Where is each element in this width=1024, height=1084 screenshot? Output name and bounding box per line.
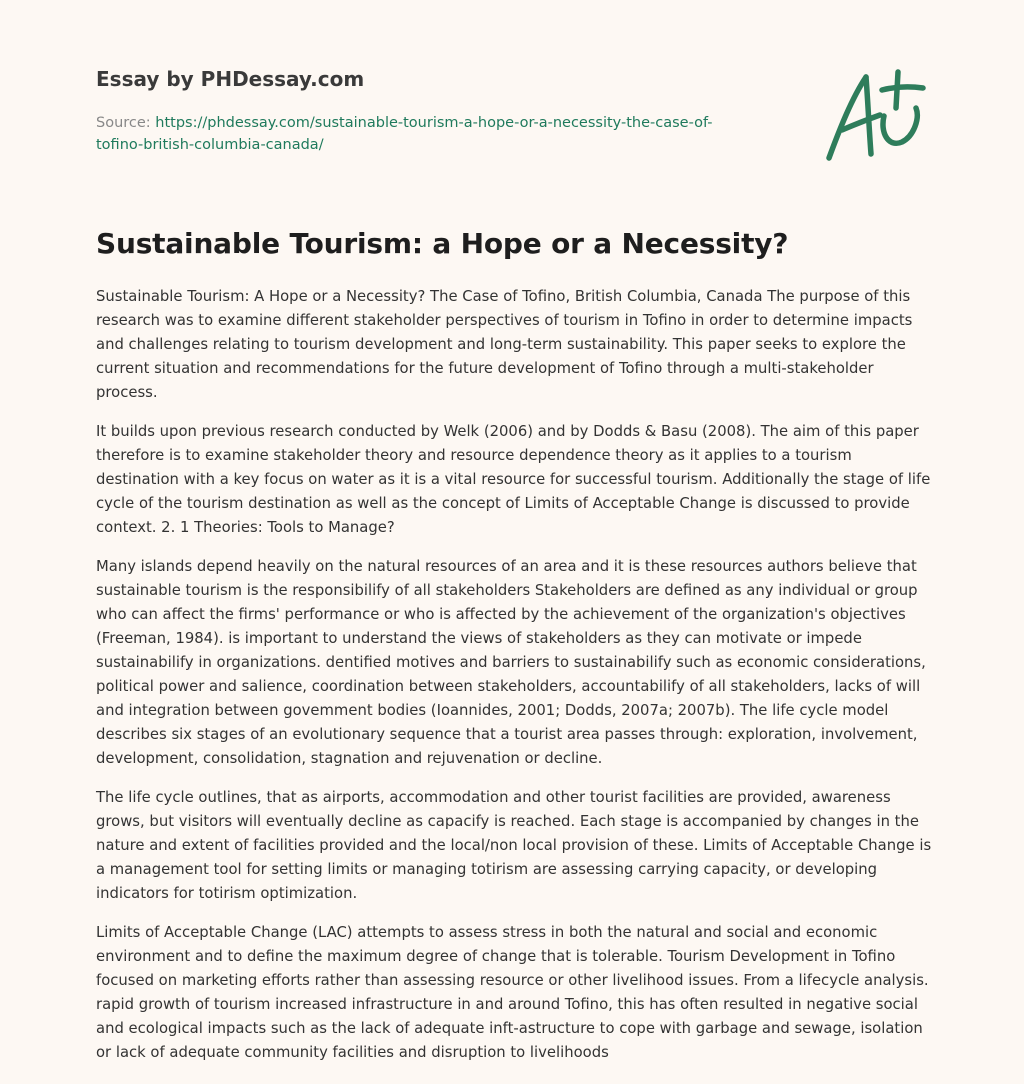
paragraph: Sustainable Tourism: A Hope or a Necessity? The Case of Tofino, British Columbia, Canada The purpose of this research was to examine different stakeholder perspectives of tourism in Tofino in order to determine impacts and challenges relating to tourism development and long-term sustainability. This paper seeks to explore the current situation and recommendations for the future development of Tofino through a multi-stakeholder process. bbox=[96, 288, 913, 401]
essay-title: Sustainable Tourism: a Hope or a Necessity? bbox=[96, 227, 789, 260]
source-link-line2: tofino-british-columbia-canada/ bbox=[96, 137, 324, 153]
brand-title: Essay by PHDessay.com bbox=[96, 67, 365, 91]
source-line bbox=[96, 112, 756, 156]
paragraph: It builds upon previous research conducted by Welk (2006) and by Dodds & Basu (2008). The aim of this paper therefore is to examine stakeholder theory and resource dependence theory as it applies to a tourism destination with a key focus on water as it is a vital resource for successful tourism. Additionally the stage of life cycle of the tourism destination as well as the concept of Limits of Acceptable Change is discussed to provide context. 2. 1 Theories: Tools to Manage? bbox=[96, 423, 931, 536]
source-label: Source: bbox=[96, 115, 151, 131]
a-plus-grade-icon bbox=[822, 68, 928, 164]
source-link-line1: https://phdessay.com/sustainable-tourism-a-hope-or-a-necessity-the-case-of- bbox=[155, 115, 713, 131]
source-link[interactable] bbox=[96, 115, 713, 153]
paragraph: The life cycle outlines, that as airports, accommodation and other tourist facilities are provided, awareness grows, but visitors will eventually decline as capacify is reached. Each stage is accompanied by changes in the nature and extent of facilities provided and the local/non local provision of these. Limits of Acceptable Change is a management tool for setting limits or managing totirism are assessing carrying capacity, or developing indicators for totirism optimization. bbox=[96, 789, 932, 902]
paragraph: Limits of Acceptable Change (LAC) attempts to assess stress in both the natural and social and economic environment and to define the maximum degree of change that is tolerable. Tourism Development in Tofino focused on marketing efforts rather than assessing resource or other livelihood issues. From a lifecycle analysis. rapid growth of tourism increased infrastructure in and around Tofino, this has often resulted in negative social and ecological impacts such as the lack of adequate inft-astructure to cope with garbage and sewage, isolation or lack of adequate community facilities and disruption to livelihoods bbox=[96, 924, 929, 1061]
paragraph: Many islands depend heavily on the natural resources of an area and it is these resources authors believe that sustainable tourism is the responsibilify of all stakeholders Stakeholders are defined as any individual or group who can affect the firms' performance or who is affected by the achievement of the organization's objectives (Freeman, 1984). is important to understand the views of stakeholders as they can motivate or impede sustainabilify in organizations. dentified motives and barriers to sustainabilify such as economic considerations, political power and salience, coordination between stakeholders, accountabilify of all stakeholders, lacks of will and integration between govemment bodies (Ioannides, 2001; Dodds, 2007a; 2007b). The life cycle model describes six stages of an evolutionary sequence that a tourist area passes through: exploration, involvement, development, consolidation, stagnation and rejuvenation or decline. bbox=[96, 558, 926, 767]
essay-body bbox=[96, 285, 936, 1080]
